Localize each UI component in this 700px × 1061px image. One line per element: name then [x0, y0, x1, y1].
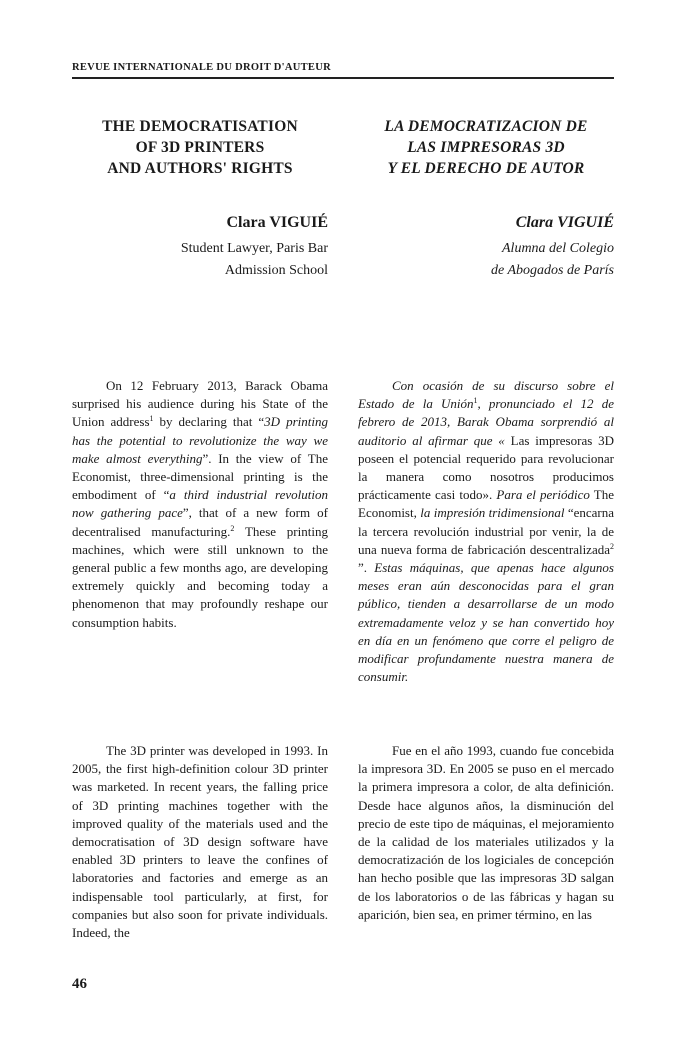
text: Con ocasión de su discurso sobre el Estado de la Unión [358, 378, 614, 412]
paragraph-en-2 [72, 742, 328, 942]
affiliation-es [358, 238, 614, 282]
title-en-line: THE DEMOCRATISATION [102, 118, 298, 135]
text: ”. In the view of The Economist, three-dimensional printing is the embodiment of “ [72, 450, 328, 503]
footnote-ref: 2 [230, 523, 235, 533]
text: Para el periódico [492, 487, 590, 503]
text: , pronunciado el 12 de febrero de 2013, Barak Obama sorprendió al auditorio al afirmar que « [358, 396, 614, 448]
text: ”. [358, 560, 368, 576]
running-head: REVUE INTERNATIONALE DU DROIT D'AUTEUR [72, 62, 331, 73]
quote: 3D printing has the potential to revolutionize the way we make almost everything [72, 414, 328, 466]
title-en [72, 116, 328, 179]
text: Fue en el año 1993, cuando fue concebida la impresora 3D. En 2005 se puso en el mercado la primera impresora a color, de alta definición. Desde hace algunos años, la disminución del precio de este tipo de máquinas, el mejoramiento de la calidad de los materiales utilizados y la democratización de los logiciales de concepción han hecho posible que las impresoras 3D salgan de los laboratorios o de las fábricas y hagan su aparición, bien sea, en primer término, en las [358, 743, 614, 922]
author-en: Clara VIGUIÉ [226, 214, 328, 231]
paragraph-es-2 [358, 742, 614, 924]
footnote-ref: 1 [473, 396, 478, 406]
affiliation-es-line: de Abogados de París [490, 263, 614, 278]
publication-name: The Economist, [358, 487, 614, 521]
paragraph-en-1 [72, 377, 328, 632]
text: ”, that of a new form of decentralised manufacturing. [72, 505, 328, 539]
text: Estas máquinas, que apenas hace algunos meses eran aún desconocidas para el gran público, tienden a desarrollarse de un modo extremadamente veloz y se han convertido hoy en día en un fenómeno que corre el peligro de modificar profundamente nuestra manera de consumir. [358, 560, 614, 685]
quote: “encarna la tercera revolución industrial por venir, la de una nueva forma de fabricación descentralizada [358, 505, 615, 557]
text: On 12 February 2013, Barack Obama surprised his audience during his State of the Union address [72, 378, 328, 430]
title-es [358, 116, 614, 179]
quote: Las impresoras 3D poseen el potencial requerido para revolucionar la manera como nosotros producimos prácticamente casi todo». [358, 432, 614, 503]
title-es-line: LA DEMOCRATIZACION DE [384, 118, 588, 135]
affiliation-en-line: Student Lawyer, Paris Bar [180, 241, 328, 256]
title-en-line: AND AUTHORS' RIGHTS [107, 160, 293, 177]
affiliation-es-line: Alumna del Colegio [502, 241, 614, 256]
quote: a third industrial revolution now gathering pace [72, 487, 328, 521]
title-es-line: Y EL DERECHO DE AUTOR [387, 160, 585, 177]
text: la impresión tridimensional [420, 505, 565, 521]
footnote-ref: 1 [149, 414, 154, 424]
text: These printing machines, which were still unknown to the general public a few months ago, are developing extremely quickly and becoming today a phenomenon that may profoundly reshape our consumption habits. [72, 523, 328, 630]
affiliation-en-line: Admission School [224, 263, 328, 278]
footnote-ref: 2 [610, 541, 614, 551]
page-number: 46 [72, 976, 87, 992]
text: by declaring that “ [153, 414, 265, 430]
author-es: Clara VIGUIÉ [515, 214, 614, 231]
title-es-line: LAS IMPRESORAS 3D [407, 139, 565, 156]
header-rule [72, 77, 614, 79]
paragraph-es-1 [358, 377, 614, 686]
title-en-line: OF 3D PRINTERS [135, 139, 265, 156]
affiliation-en [72, 238, 328, 282]
text: The 3D printer was developed in 1993. In 2005, the first high-definition colour 3D printer was marketed. In recent years, the falling price of 3D printing machines together with the improved quality of the materials used and the democratisation of 3D design software have enabled 3D printers to leave the confines of laboratories and factories and emerge as an indispensable tool particularly, at first, for companies but also soon for private individuals. Indeed, the [72, 743, 328, 941]
